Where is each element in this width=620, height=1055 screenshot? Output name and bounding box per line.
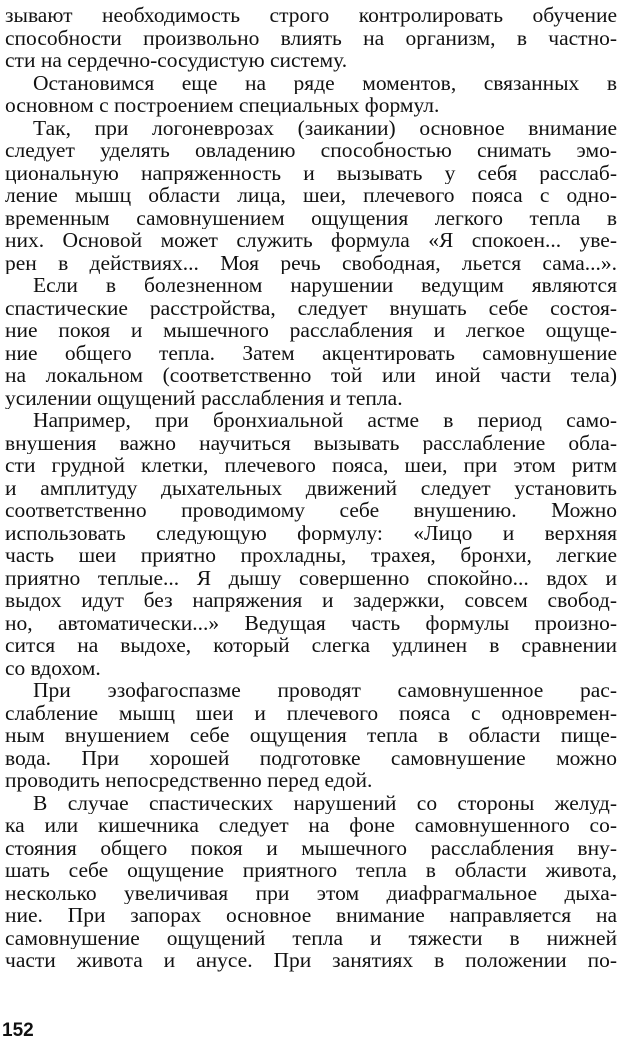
text-line: Остановимся еще на ряде моментов, связанных в — [33, 71, 617, 94]
text-line: способности произвольно влиять на организм, в частно- — [5, 26, 617, 49]
text-line: на локальном (соответственно той или иной части тела) — [5, 364, 617, 387]
text-line: ние общего тепла. Затем акцентировать самовнушение — [5, 341, 617, 364]
text-line: рен в действиях... Моя речь свободная, льется сама...». — [5, 251, 617, 274]
text-line: приятно теплые... Я дышу совершенно спокойно... вдох и — [5, 566, 617, 589]
text-line: При эзофагоспазме проводят самовнушенное рас- — [33, 679, 617, 702]
text-line: соответственно проводимому себе внушению. Можно — [5, 499, 617, 522]
text-line: несколько увеличивая при этом диафрагмальное дыха- — [5, 881, 617, 904]
text-line: проводить непосредственно перед едой. — [5, 769, 373, 792]
text-line: В случае спастических нарушений со стороны желуд- — [33, 791, 617, 814]
text-line: использовать следующую формулу: «Лицо и верхняя — [5, 521, 617, 544]
text-line: следует уделять овладению способностью снимать эмо- — [5, 139, 617, 162]
text-line: части живота и анусе. При занятиях в положении по- — [5, 949, 617, 972]
text-line: ние покоя и мышечного расслабления и легкое ощуще- — [5, 319, 617, 342]
text-line: внушения важно научиться вызывать расслабление обла- — [5, 431, 617, 454]
text-line: и амплитуду дыхательных движений следует установить — [5, 476, 617, 499]
text-line: слабление мышц шеи и плечевого пояса с одновремен- — [5, 701, 617, 724]
text-line: Например, при бронхиальной астме в период само- — [33, 409, 617, 432]
text-line: вода. При хорошей подготовке самовнушение можно — [5, 746, 617, 769]
text-line: ление мышц области лица, шеи, плечевого пояса с одно- — [5, 184, 617, 207]
text-line: них. Основой может служить формула «Я спокоен... уве- — [5, 229, 617, 252]
text-line: Если в болезненном нарушении ведущим являются — [33, 274, 617, 297]
text-line: часть шеи приятно прохладны, трахея, бронхи, легкие — [5, 544, 617, 567]
text-line: стояния общего покоя и мышечного расслабления вну- — [5, 836, 617, 859]
text-line: сится на выдохе, который слегка удлинен в сравнении — [5, 634, 617, 657]
text-line: но, автоматически...» Ведущая часть формулы произно- — [5, 611, 617, 634]
text-line: основном с построением специальных формул. — [5, 94, 440, 117]
text-line: спастические расстройства, следует внушать себе состоя- — [5, 296, 617, 319]
text-line: сти на сердечно-сосудистую систему. — [5, 49, 348, 72]
text-line: временным самовнушением ощущения легкого тепла в — [5, 206, 617, 229]
text-line: самовнушение ощущений тепла и тяжести в нижней — [5, 926, 617, 949]
text-line: ка или кишечника следует на фоне самовнушенного со- — [5, 814, 617, 837]
text-line: усилении ощущений расслабления и тепла. — [5, 386, 403, 409]
page-number: 152 — [2, 1020, 34, 1041]
text-line: ным внушением себе ощущения тепла в области пище- — [5, 724, 617, 747]
text-line: ние. При запорах основное внимание направляется на — [5, 904, 617, 927]
text-line: Так, при логоневрозах (заикании) основное внимание — [33, 116, 617, 139]
body-text — [5, 4, 617, 972]
text-line: со вдохом. — [5, 656, 101, 679]
text-line: зывают необходимость строго контролировать обучение — [5, 4, 617, 27]
text-line: шать себе ощущение приятного тепла в области живота, — [5, 859, 617, 882]
text-line: циональную напряженность и вызывать у себя расслаб- — [5, 161, 617, 184]
text-line: выдох идут без напряжения и задержки, совсем свобод- — [5, 589, 617, 612]
text-line: сти грудной клетки, плечевого пояса, шеи, при этом ритм — [5, 454, 617, 477]
